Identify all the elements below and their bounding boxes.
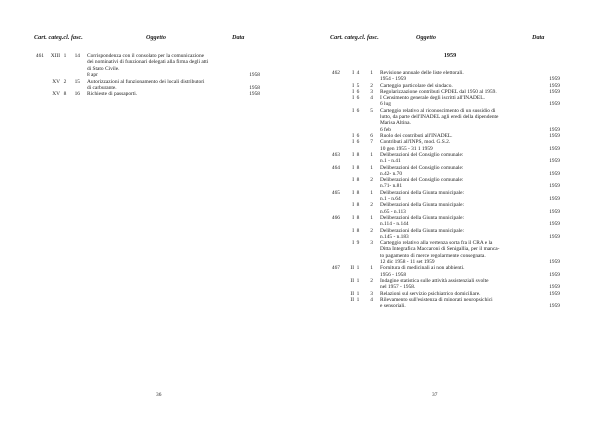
- entry-date: 1958: [249, 91, 260, 98]
- fascicle: 2: [370, 202, 373, 209]
- fascicle: 2: [370, 277, 373, 284]
- page-number-left: 36: [156, 392, 162, 398]
- class: 1: [356, 277, 360, 284]
- fascicle: 3: [370, 240, 373, 247]
- entry-date: 1959: [549, 271, 560, 278]
- description-line: di carburante.: [87, 84, 117, 91]
- entry-date: 1959: [549, 126, 560, 133]
- description-line: Deliberazioni della Giunta municipale:: [380, 214, 464, 221]
- description-line: Corrispondenza con il consolato per la comunicazione: [87, 53, 205, 59]
- entry-date: 1958: [249, 84, 260, 91]
- header-cart: Cart.: [330, 34, 343, 41]
- description-line: Regolarizzazione contributi CPDEL dal 1950 al 1959.: [380, 88, 497, 95]
- description-line: n.71- n.81: [380, 183, 403, 190]
- category: I: [352, 189, 354, 196]
- fascicle: 3: [370, 290, 373, 297]
- entry-date: 1959: [549, 233, 560, 240]
- description-line: Revisione annuale delle liste elettorali.: [380, 70, 464, 76]
- class: 6: [356, 133, 360, 139]
- header-oggetto: Oggetto: [146, 34, 166, 41]
- fascicle: 1: [370, 189, 373, 196]
- fascicle: 1: [370, 265, 373, 272]
- cart-number: 465: [331, 189, 340, 196]
- header-columns-right: [330, 34, 379, 41]
- fascicle: 1: [370, 214, 373, 221]
- entry-row: [0, 79, 300, 92]
- fascicle: 2: [370, 227, 373, 234]
- class: 4: [356, 70, 360, 76]
- description-line: Ditta Integrafica Maccaroni di Senigallia, per il manca-: [380, 246, 500, 253]
- class: 6: [356, 107, 360, 114]
- class: 8: [356, 164, 360, 171]
- category: I: [352, 133, 354, 139]
- description-line: to pagamento di merce regolarmente consegnata.: [380, 252, 486, 259]
- category: I: [352, 107, 354, 114]
- description-line: e sensoriali.: [380, 303, 406, 310]
- class: 8: [63, 91, 67, 98]
- description-line: 1956 - 1958: [380, 271, 407, 278]
- page-number-right: 37: [432, 392, 438, 398]
- class: 1: [356, 265, 360, 272]
- category: I: [352, 227, 354, 234]
- description-line: Deliberazioni del Consiglio comunale:: [380, 177, 464, 184]
- category: I: [352, 177, 354, 184]
- class: 6: [356, 95, 360, 102]
- entry-row: [300, 278, 600, 291]
- class: 1: [356, 290, 360, 297]
- class: 8: [356, 214, 360, 221]
- entry-date: 1959: [549, 290, 560, 297]
- description-line: Carteggio particolare del sindaco.: [380, 82, 453, 89]
- fascicle: 16: [74, 91, 80, 98]
- category: II: [350, 277, 354, 284]
- description-line: n.65 - n.113: [380, 208, 406, 215]
- entry-date: 1959: [549, 221, 560, 228]
- header-cart: Cart.: [34, 34, 47, 41]
- entry-date: 1959: [549, 303, 560, 310]
- fascicle: 15: [74, 78, 80, 85]
- category: I: [352, 151, 354, 158]
- description-line: di Stato Civile.: [87, 65, 120, 72]
- entry-row: [0, 53, 300, 78]
- entry-row: [300, 177, 600, 190]
- description-line: Deliberazioni del Consiglio comunale:: [380, 151, 464, 158]
- entry-row: [300, 165, 600, 178]
- fascicle: 2: [370, 82, 373, 89]
- description-line: nel 1957 - 1958.: [380, 284, 416, 291]
- header-data: Data: [232, 34, 245, 41]
- entry-date: 1959: [549, 158, 560, 165]
- entry-row: [300, 70, 600, 83]
- year-heading: 1959: [443, 52, 457, 59]
- class: 2: [63, 78, 67, 85]
- category: I: [352, 139, 354, 146]
- class: 8: [356, 202, 360, 209]
- entry-row: [300, 139, 600, 152]
- description-line: 6 feb: [380, 126, 391, 133]
- fascicle: 14: [74, 53, 80, 59]
- entry-row: [300, 215, 600, 228]
- entry-date: 1959: [549, 183, 560, 190]
- category: II: [350, 296, 354, 303]
- fascicle: 1: [370, 151, 373, 158]
- description-line: n.145 - n.183: [380, 233, 409, 240]
- class: 8: [356, 189, 360, 196]
- class: 8: [356, 227, 360, 234]
- fascicle: 5: [370, 107, 373, 114]
- category: XIII: [50, 53, 60, 59]
- description-line: Deliberazioni del Consiglio comunale:: [380, 164, 464, 171]
- description-line: Relazioni sul servizio psichiatrico domiciliare.: [380, 290, 481, 297]
- category: XV: [52, 78, 60, 85]
- header-categ: categ.: [48, 34, 64, 41]
- class: 8: [356, 151, 360, 158]
- entry-date: 1959: [549, 145, 560, 152]
- entry-date: 1959: [549, 284, 560, 291]
- description-line: Carteggio relativo alla vertenza sorta fra il CRA e la: [380, 240, 493, 247]
- entry-date: 1958: [249, 71, 260, 78]
- description-line: Deliberazioni della Giunta municipale:: [380, 202, 464, 209]
- entry-row: [300, 95, 600, 108]
- entry-date: 1959: [549, 195, 560, 202]
- description-line: Richieste di passaporti.: [87, 91, 138, 98]
- entry-date: 1959: [549, 76, 560, 83]
- cart-number: 467: [331, 265, 340, 272]
- cart-number: 462: [331, 70, 340, 76]
- category: I: [352, 70, 354, 76]
- class: 6: [356, 139, 360, 146]
- fascicle: 4: [370, 95, 373, 102]
- header-fasc: fasc.: [366, 34, 379, 41]
- header-columns: [34, 34, 83, 41]
- description-line: 1954 - 1959: [380, 76, 407, 83]
- class: 1: [63, 53, 67, 59]
- header-cl: cl.: [359, 34, 366, 41]
- description-line: Ruolo dei contributi all'INADEL.: [380, 133, 453, 139]
- description-line: Deliberazioni della Giunta municipale:: [380, 227, 464, 234]
- description-line: I Censimento generale degli iscritti all'INADEL.: [380, 95, 485, 102]
- category: I: [352, 240, 354, 247]
- description-line: 10 gen 1955 - 31 1 1959: [380, 145, 433, 152]
- category: II: [350, 290, 354, 297]
- category: I: [352, 164, 354, 171]
- class: 8: [356, 177, 360, 184]
- class: 6: [356, 88, 360, 95]
- entry-row: [300, 265, 600, 278]
- right-page: [300, 0, 600, 424]
- description-line: dei nominativi di funzionari delegati alla firma degli atti: [87, 59, 209, 66]
- fascicle: 1: [370, 70, 373, 76]
- category: I: [352, 202, 354, 209]
- description-line: 6 lug: [380, 101, 391, 108]
- description-line: 12 dic 1958 - 11 set 1959: [380, 258, 435, 265]
- description-line: Carteggio relativo al riconoscimento di un sussidio di: [380, 107, 496, 114]
- description-line: Marisa Altina.: [380, 120, 411, 127]
- entry-date: 1959: [549, 133, 560, 139]
- description-line: Fornitura di medicinali ai non abbienti.: [380, 265, 465, 272]
- description-line: n.114 - n.144: [380, 221, 409, 228]
- description-line: 8 apr: [87, 71, 98, 78]
- cart-number: 464: [331, 164, 340, 171]
- entry-row: [300, 240, 600, 265]
- description-line: n.1 - n.41: [380, 158, 401, 165]
- category: I: [352, 88, 354, 95]
- entry-date: 1959: [549, 208, 560, 215]
- cart-number: 461: [35, 53, 44, 59]
- class: 5: [356, 82, 360, 89]
- category: I: [352, 95, 354, 102]
- fascicle: 3: [370, 88, 373, 95]
- class: 9: [356, 240, 360, 247]
- header-categ: categ.: [344, 34, 360, 41]
- description-line: Rilevamento sull'esistenza di minorati neuropsichici: [380, 296, 493, 303]
- fascicle: 7: [370, 139, 373, 146]
- description-line: Autorizzazioni al funzionamento dei locali distributori: [87, 78, 205, 85]
- entry-date: 1959: [549, 82, 560, 89]
- fascicle: 1: [370, 164, 373, 171]
- description-line: n.42- n.70: [380, 170, 403, 177]
- fascicle: 6: [370, 133, 373, 139]
- category: I: [352, 82, 354, 89]
- entry-row: [0, 91, 300, 97]
- description-line: Indagine statistica sulle attività assistenziali svolte: [380, 277, 489, 284]
- entry-row: [300, 228, 600, 241]
- entry-date: 1959: [549, 170, 560, 177]
- fascicle: 2: [370, 177, 373, 184]
- class: 1: [356, 296, 360, 303]
- description-line: n.1 - n.64: [380, 195, 401, 202]
- fascicle: 4: [370, 296, 373, 303]
- category: II: [350, 265, 354, 272]
- entry-row: [300, 152, 600, 165]
- header-fasc: fasc.: [70, 34, 83, 41]
- description-line: lutto, da parte dell'INADEL agli eredi della dipendente: [380, 114, 499, 121]
- entry-date: 1959: [549, 258, 560, 265]
- entry-row: [300, 108, 600, 133]
- entry-date: 1959: [549, 88, 560, 95]
- entry-date: 1959: [549, 101, 560, 108]
- header-cl: cl.: [63, 34, 70, 41]
- entry-row: [300, 190, 600, 203]
- description-line: Contributi all'INPS, mod. G.S.2.: [380, 139, 451, 146]
- description-line: Deliberazioni della Giunta municipale:: [380, 189, 464, 196]
- entry-row: [300, 202, 600, 215]
- cart-number: 466: [331, 214, 340, 221]
- header-oggetto-right: Oggetto: [416, 34, 436, 41]
- category: XV: [52, 91, 60, 98]
- entry-row: [300, 297, 600, 310]
- header-data-right: Data: [532, 34, 545, 41]
- category: I: [352, 214, 354, 221]
- cart-number: 463: [331, 151, 340, 158]
